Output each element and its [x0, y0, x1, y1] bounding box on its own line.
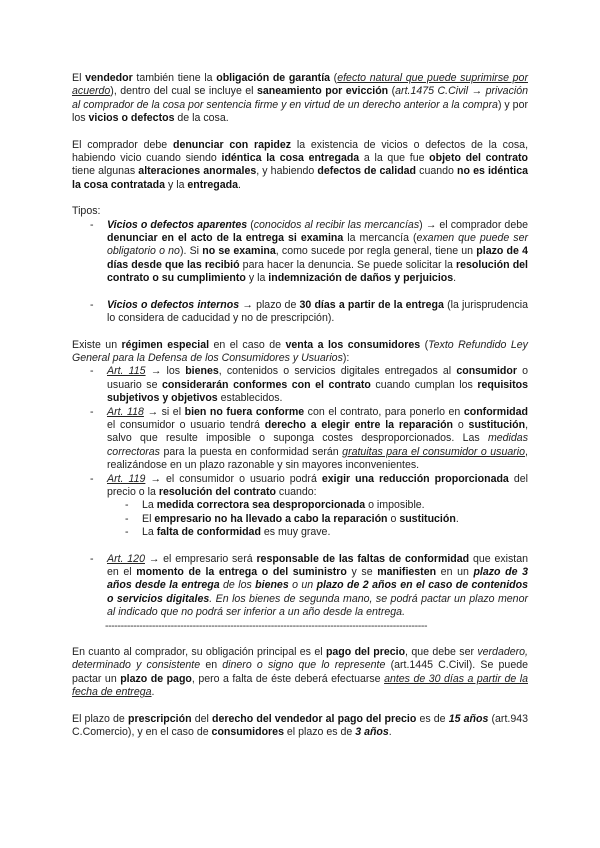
tipos-list	[72, 219, 528, 326]
art-119-conditions	[107, 499, 528, 539]
paragraph-pago-precio: En cuanto al comprador, su obligación principal es el pago del precio, que debe ser verdadero, determinado y consistente en dinero o signo que lo represente (art.1445 C.Civil). Se puede pactar un plazo de pago, pero a falta de éste deberá efectuarse antes de 30 días a partir de la fecha de entrega.	[72, 646, 529, 699]
tipos-label: Tipos:	[72, 205, 101, 218]
condition-item: - La medida correctora sea desproporcionada o imposible.	[107, 499, 528, 512]
list-item-vicios-aparentes: - Vicios o defectos aparentes (conocidos al recibir las mercancías) → el comprador debe denunciar en el acto de la entrega si examina la mercancía (examen que puede ser obligatorio o no). Si no se examina, como sucede por regla general, tiene un plazo de 4 días desde que las recibió para hacer la denuncia. Se puede solicitar la resolución del contrato o su cumplimiento y la indemnización de daños y perjuicios.	[72, 219, 528, 286]
list-item-art-118: - Art. 118 → si el bien no fuera conforme con el contrato, para ponerlo en conformidad el consumidor o usuario tendrá derecho a elegir entre la reparación o sustitución, salvo que resulte imposible o suponga costes desproporcionados. Las medidas correctoras para la puesta en conformidad serán gratuitas para el consumidor o usuario, realizándose en un plazo razonable y sin mayores inconvenientes.	[72, 406, 528, 473]
condition-item: - El empresario no ha llevado a cabo la reparación o sustitución.	[107, 513, 528, 526]
paragraph-comprador-denuncia: El comprador debe denunciar con rapidez la existencia de vicios o defectos de la cosa, habiendo vicio cuando siendo idéntica la cosa entregada a la que fue objeto del contrato tiene algunas alteraciones anormales, y habiendo defectos de calidad cuando no es idéntica la cosa contratada y la entregada.	[72, 138, 529, 191]
list-item-art-120: - Art. 120 → el empresario será responsable de las faltas de conformidad que existan en el momento de la entrega o del suministro y se manifiesten en un plazo de 3 años desde la entrega de los bienes o un plazo de 2 años en el caso de contenidos o servicios digitales. En los bienes de segunda mano, se podrá pactar un plazo menor al indicado que no podrá ser inferior a un año desde la entrega.	[72, 553, 528, 620]
articles-list	[72, 365, 528, 619]
condition-item: - La falta de conformidad es muy grave.	[107, 526, 528, 539]
section-separator: -------------------------------------------------------------------------------------------------------	[105, 619, 428, 632]
list-item-vicios-internos: - Vicios o defectos internos → plazo de 30 días a partir de la entrega (la jurisprudencia lo considera de caducidad y no de prescripción).	[72, 299, 528, 326]
paragraph-regimen-especial: Existe un régimen especial en el caso de venta a los consumidores (Texto Refundido Ley General para la Defensa de los Consumidores y Usuarios):	[72, 338, 528, 364]
list-item-art-115: - Art. 115 → los bienes, contenidos o servicios digitales entregados al consumidor o usuario se considerarán conformes con el contrato cuando cumplan los requisitos subjetivos y objetivos establecidos.	[72, 365, 528, 405]
paragraph-vendedor: El vendedor también tiene la obligación de garantía (efecto natural que puede suprimirse por acuerdo), dentro del cual se incluye el saneamiento por evicción (art.1475 C.Civil → privación al comprador de la cosa por sentencia firme y en virtud de un derecho anterior a la compra) y por los vicios o defectos de la cosa.	[72, 72, 528, 125]
list-item-art-119: - Art. 119 → el consumidor o usuario podrá exigir una reducción proporcionada del precio o la resolución del contrato cuando: - La medida correctora sea desproporcionada o imposible. - El empresario no ha llevado a cabo la reparación o sustitución. - La falta de conformidad es muy grave.	[72, 473, 528, 540]
paragraph-prescripcion: El plazo de prescripción del derecho del vendedor al pago del precio es de 15 años (art.943 C.Comercio), y en el caso de consumidores el plazo es de 3 años.	[72, 712, 529, 739]
